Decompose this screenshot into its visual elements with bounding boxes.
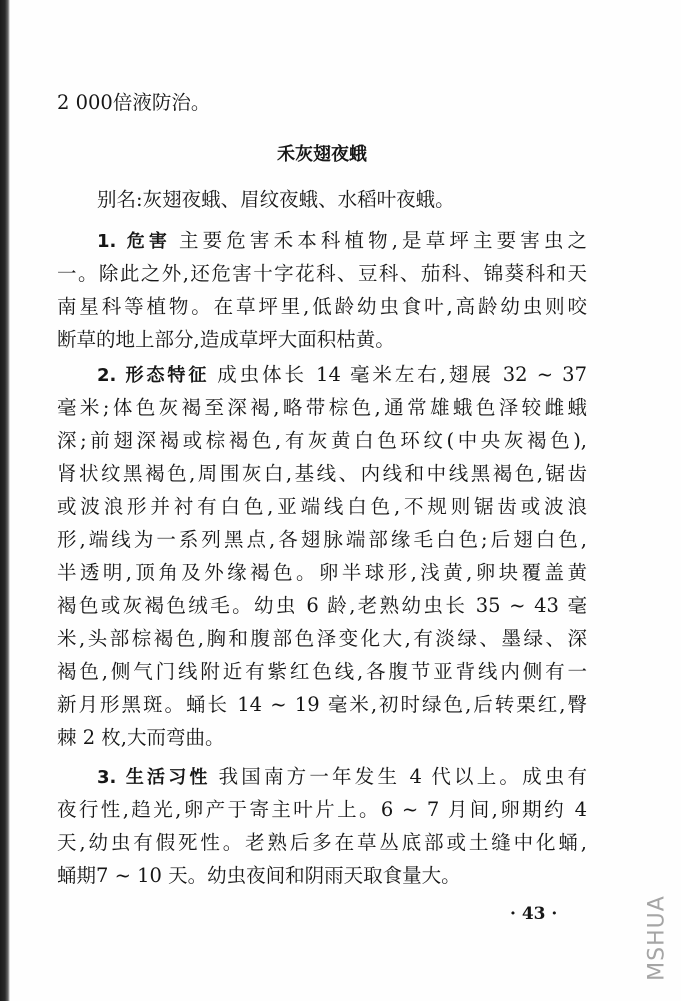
text-line: 天,幼虫有假死性。老熟后多在草丛底部或土缝中化蛹, — [57, 831, 587, 854]
text-line: 肾状纹黑褐色,周围灰白,基线、内线和中线黑褐色,锯齿 — [57, 462, 587, 485]
section-habits-heading: 3. 生活习性 — [97, 767, 211, 788]
watermark-text: MSHUA — [644, 895, 670, 981]
text-line: 米,头部棕褐色,胸和腹部色泽变化大,有淡绿、墨绿、深 — [57, 627, 587, 650]
text-line: 断草的地上部分,造成草坪大面积枯黄。 — [57, 328, 395, 351]
section-habits — [57, 760, 587, 892]
text-line: 成虫体长 14 毫米左右,翅展 32 ~ 37 — [217, 363, 587, 386]
text-line: 或波浪形并衬有白色,亚端线白色,不规则锯齿或波浪 — [57, 495, 587, 518]
text-line: 蛹期7 ~ 10 天。幼虫夜间和阴雨天取食量大。 — [57, 864, 461, 887]
text-line: 褐色或灰褐色绒毛。幼虫 6 龄,老熟幼虫长 35 ~ 43 毫 — [57, 594, 587, 617]
text-line: 一。除此之外,还危害十字花科、豆科、茄科、锦葵科和天 — [57, 262, 587, 285]
text-line: 新月形黑斑。蛹长 14 ~ 19 毫米,初时绿色,后转栗红,臀 — [57, 693, 587, 716]
text-line: 形,端线为一系列黑点,各翅脉端部缘毛白色;后翅白色, — [57, 528, 587, 551]
text-line: 半透明,顶角及外缘褐色。卵半球形,浅黄,卵块覆盖黄 — [57, 561, 587, 584]
section-harm-heading: 1. 危害 — [97, 231, 172, 252]
watermark — [642, 883, 672, 993]
text-line: 毫米;体色灰褐至深褐,略带棕色,通常雄蛾色泽较雌蛾 — [57, 396, 587, 419]
text-line: 深;前翅深褐或棕褐色,有灰黄白色环纹(中央灰褐色), — [57, 429, 587, 452]
text-line: 夜行性,趋光,卵产于寄主叶片上。6 ~ 7 月间,卵期约 4 — [57, 798, 587, 821]
section-harm — [57, 224, 587, 356]
text-line: 南星科等植物。在草坪里,低龄幼虫食叶,高龄幼虫则咬 — [57, 295, 587, 318]
alias-paragraph — [57, 183, 587, 216]
continuation-line: 2 000倍液防治。 — [57, 91, 211, 114]
text-line: 褐色,侧气门线附近有紫红色线,各腹节亚背线内侧有一 — [57, 660, 587, 683]
text-line: 我国南方一年发生 4 代以上。成虫有 — [218, 765, 587, 788]
section-morphology — [57, 358, 587, 754]
text-line: 主要危害禾本科植物,是草坪主要害虫之 — [179, 229, 587, 252]
text-line: 棘 2 枚,大而弯曲。 — [57, 726, 225, 749]
page-title: 禾灰翅夜蛾 — [277, 144, 367, 165]
section-morphology-heading: 2. 形态特征 — [97, 365, 210, 386]
page-number: · 43 · — [510, 904, 558, 924]
alias-line: 别名:灰翅夜蛾、眉纹夜蛾、水稻叶夜蛾。 — [97, 188, 455, 211]
book-binding-shadow — [0, 0, 10, 1001]
